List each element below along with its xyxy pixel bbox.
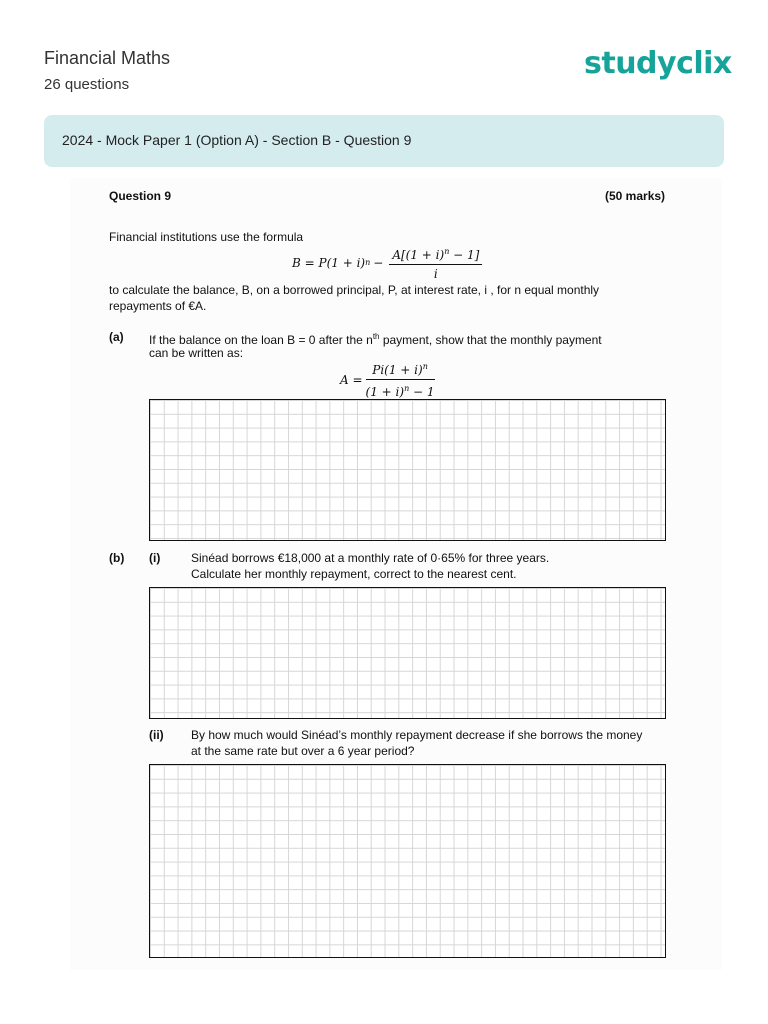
repayment-formula xyxy=(340,359,435,400)
repayment-denominator: (1 + i) xyxy=(365,385,405,399)
repayment-formula-lhs: A = xyxy=(340,372,363,387)
answer-grid-part-b-i[interactable] xyxy=(149,587,666,719)
question-desc-line1: to calculate the balance, B, on a borrowed principal, P, at interest rate, i , for n equal monthly xyxy=(109,283,600,297)
repayment-den-exp: n xyxy=(404,384,410,393)
question-intro: Financial institutions use the formula xyxy=(109,230,304,244)
banner-text: 2024 - Mock Paper 1 (Option A) - Section B - Question 9 xyxy=(62,132,412,148)
formula-numerator: A[(1 + i) xyxy=(392,248,445,262)
part-a-text-line2: can be written as: xyxy=(149,346,244,360)
repayment-num-exp: n xyxy=(422,362,428,371)
question-desc-line2: repayments of €A. xyxy=(109,299,207,313)
answer-grid-part-a[interactable] xyxy=(149,399,666,541)
part-b-i-text-line2: Calculate her monthly repayment, correct to the nearest cent. xyxy=(191,567,517,581)
balance-formula xyxy=(292,244,482,282)
formula-num-tail: − 1] xyxy=(449,248,480,262)
question-marks: (50 marks) xyxy=(605,189,666,203)
formula-minus: − xyxy=(373,256,384,270)
part-b-ii-label: (ii) xyxy=(149,728,164,742)
part-b-i-label: (i) xyxy=(149,551,161,565)
formula-lhs: B = P(1 + i) xyxy=(292,256,366,270)
part-b-i-text-line1: Sinéad borrows €18,000 at a monthly rate of 0·65% for three years. xyxy=(191,551,550,565)
part-a-sup: th xyxy=(372,332,380,341)
part-a-text: If the balance on the loan B = 0 after the n xyxy=(149,333,373,347)
studyclix-logo[interactable]: studyclix xyxy=(584,46,732,81)
formula-num-exp: n xyxy=(444,247,450,256)
formula-exp: n xyxy=(365,258,371,267)
repayment-den-tail: − 1 xyxy=(409,385,435,399)
question-label: Question 9 xyxy=(109,189,172,203)
repayment-numerator: Pi(1 + i) xyxy=(372,363,423,377)
answer-grid-part-b-ii[interactable] xyxy=(149,764,666,958)
part-a-text-tail: payment, show that the monthly payment xyxy=(379,333,602,347)
topic-title: Financial Maths xyxy=(44,48,171,68)
formula-fraction xyxy=(389,244,482,282)
part-b-ii-text-line2: at the same rate but over a 6 year period? xyxy=(191,744,415,758)
question-count: 26 questions xyxy=(44,76,130,93)
part-a-label: (a) xyxy=(109,330,124,344)
question-source-banner xyxy=(44,115,724,167)
repayment-formula-fraction xyxy=(366,359,435,400)
part-b-ii-text-line1: By how much would Sinéad’s monthly repayment decrease if she borrows the money xyxy=(191,728,643,742)
part-b-label: (b) xyxy=(109,551,125,565)
formula-denominator: i xyxy=(433,267,438,281)
